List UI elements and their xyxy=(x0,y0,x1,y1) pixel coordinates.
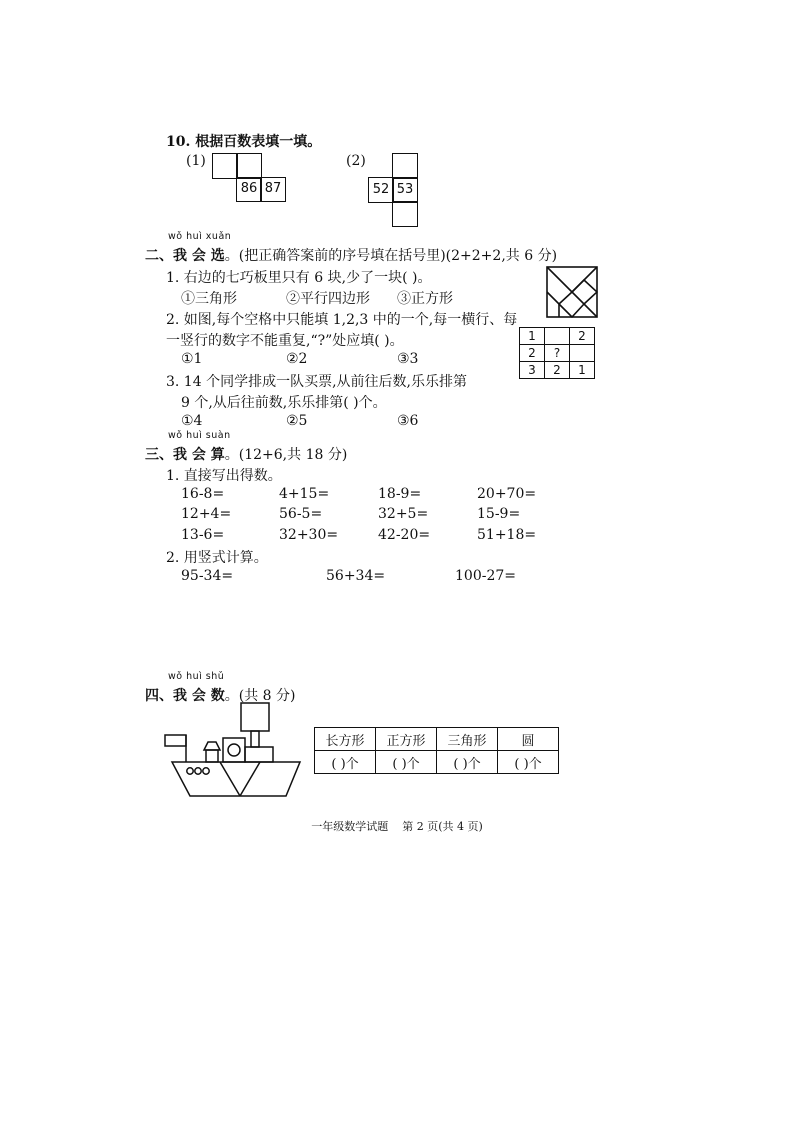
s2-q1-text: 1. 右边的七巧板里只有 6 块,少了一块( )。 xyxy=(166,270,432,286)
q10-p1-cell-87: 87 xyxy=(260,177,286,202)
ship-figure xyxy=(160,702,302,800)
section2-header xyxy=(145,245,557,265)
deck-rectangle xyxy=(245,747,273,762)
answer-triangle[interactable]: ( )个 xyxy=(437,751,498,774)
chimney-square xyxy=(241,703,269,731)
q10-p2-cell-53: 53 xyxy=(392,177,418,203)
answer-square[interactable]: ( )个 xyxy=(376,751,437,774)
calc-item: 32+5= xyxy=(378,506,429,522)
q10-title: 10. 根据百数表填一填。 xyxy=(166,134,322,150)
grid-cell xyxy=(545,328,570,345)
answer-rectangle[interactable]: ( )个 xyxy=(315,751,376,774)
s2-q2-option-2: ②2 xyxy=(286,351,308,367)
s2-q1-option-1: ①三角形 xyxy=(181,291,237,307)
tangram-figure xyxy=(546,266,598,318)
section3-pinyin: wǒ huì suàn xyxy=(168,430,231,441)
section3-title: 三、我 会 算 xyxy=(145,447,225,463)
s2-q1-option-2: ②平行四边形 xyxy=(286,291,370,307)
shape-count-table xyxy=(314,727,559,774)
header-rectangle: 长方形 xyxy=(315,728,376,751)
s2-q2-line2: 一竖行的数字不能重复,“?”处应填( )。 xyxy=(166,333,404,349)
s2-q2-option-1: ①1 xyxy=(181,351,203,367)
porthole-circle xyxy=(203,768,209,774)
s3-q2-title: 2. 用竖式计算。 xyxy=(166,550,268,566)
grid-cell: 3 xyxy=(520,362,545,379)
section4-pinyin: wǒ huì shǔ xyxy=(168,671,225,682)
hull-line xyxy=(240,762,260,796)
cabin-circle xyxy=(228,744,240,756)
q10-p1-cell-86: 86 xyxy=(236,177,262,202)
s2-q3-line2: 9 个,从后往前数,乐乐排第( )个。 xyxy=(181,395,387,411)
section3-instruction: 。(12+6,共 18 分) xyxy=(224,447,348,463)
section2-pinyin: wǒ huì xuǎn xyxy=(168,231,232,242)
section2-instruction: 。(把正确答案前的序号填在括号里)(2+2+2,共 6 分) xyxy=(224,248,558,264)
s2-q3-option-1: ①4 xyxy=(181,413,203,429)
s2-q3-line1: 3. 14 个同学排成一队买票,从前往后数,乐乐排第 xyxy=(166,374,467,390)
s3-q1-title: 1. 直接写出得数。 xyxy=(166,468,282,484)
tower-trapezoid xyxy=(204,742,220,750)
grid-cell: 2 xyxy=(545,362,570,379)
calc-item: 56-5= xyxy=(279,506,323,522)
header-square: 正方形 xyxy=(376,728,437,751)
vertical-calc-item: 95-34= xyxy=(181,568,234,584)
s2-q3-option-2: ②5 xyxy=(286,413,308,429)
vertical-calc-item: 56+34= xyxy=(326,568,386,584)
section4-title: 四、我 会 数 xyxy=(145,688,225,704)
porthole-circle xyxy=(187,768,193,774)
s2-q3-option-3: ③6 xyxy=(397,413,419,429)
s2-q1-option-3: ③正方形 xyxy=(397,291,453,307)
q10-p2-cell xyxy=(392,153,418,179)
calc-item: 18-9= xyxy=(378,486,422,502)
q10-part2-label: (2) xyxy=(346,153,366,169)
cabin-rectangle xyxy=(223,738,245,762)
calc-item: 4+15= xyxy=(279,486,330,502)
s2-q2-option-3: ③3 xyxy=(397,351,419,367)
flag-rectangle xyxy=(165,735,186,746)
grid-cell xyxy=(570,345,595,362)
vertical-calc-item: 100-27= xyxy=(455,568,516,584)
tangram-line xyxy=(572,280,597,304)
tangram-line xyxy=(547,292,572,304)
section4-instruction: 。(共 8 分) xyxy=(224,688,296,704)
calc-item: 32+30= xyxy=(279,527,339,543)
hull xyxy=(172,762,300,796)
s2-q2-line1: 2. 如图,每个空格中只能填 1,2,3 中的一个,每一横行、每 xyxy=(166,312,518,328)
calc-item: 15-9= xyxy=(477,506,521,522)
calc-item: 20+70= xyxy=(477,486,537,502)
calc-item: 12+4= xyxy=(181,506,232,522)
calc-item: 42-20= xyxy=(378,527,431,543)
q10-p1-cell xyxy=(212,153,238,179)
grid-cell: 1 xyxy=(570,362,595,379)
q10-p2-cell xyxy=(392,201,418,227)
q10-p1-cell xyxy=(236,153,262,179)
tower-box xyxy=(206,750,218,762)
hull-line xyxy=(220,762,240,796)
s2-q2-number-grid xyxy=(519,327,595,379)
chimney-stem xyxy=(251,731,259,747)
grid-cell: 1 xyxy=(520,328,545,345)
q10-part1-label: (1) xyxy=(186,153,206,169)
grid-cell: 2 xyxy=(570,328,595,345)
page-footer: 一年级数学试题 第 2 页(共 4 页) xyxy=(311,820,483,833)
porthole-circle xyxy=(195,768,201,774)
q10-p2-cell-52: 52 xyxy=(368,177,394,203)
section2-title: 二、我 会 选 xyxy=(145,248,225,264)
calc-item: 16-8= xyxy=(181,486,225,502)
grid-cell-question: ? xyxy=(545,345,570,362)
answer-circle[interactable]: ( )个 xyxy=(498,751,559,774)
tangram-line xyxy=(559,304,584,317)
header-triangle: 三角形 xyxy=(437,728,498,751)
calc-item: 13-6= xyxy=(181,527,225,543)
header-circle: 圆 xyxy=(498,728,559,751)
grid-cell: 2 xyxy=(520,345,545,362)
section3-header xyxy=(145,444,347,464)
calc-item: 51+18= xyxy=(477,527,537,543)
